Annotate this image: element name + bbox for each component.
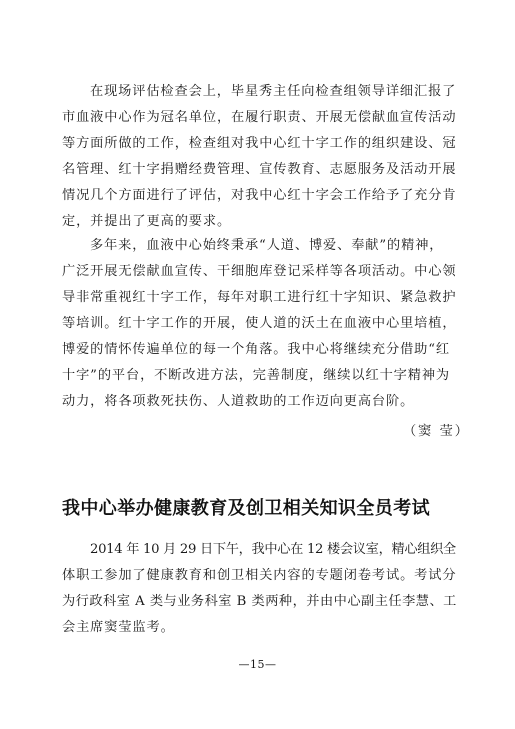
paragraph-line: 名管理、红十字捐赠经费管理、宣传教育、志愿服务及活动开展 [62,162,457,177]
author-signature: （窦 莹） [403,424,470,439]
paragraph-line: 导非常重视红十字工作，每年对职工进行红十字知识、紧急救护 [62,290,457,305]
paragraph-line: 2014 年 10 月 29 日下午，我中心在 12 楼会议室，精心组织全 [90,542,456,557]
paragraph-line: 为行政科室 A 类与业务科室 B 类两种，并由中心副主任李慧、工 [62,594,457,609]
paragraph-line: 等方面所做的工作，检查组对我中心红十字工作的组织建设、冠 [62,136,457,151]
paragraph-line: 会主席窦莹监考。 [62,620,175,635]
paragraph-line: 动力，将各项救死扶伤、人道救助的工作迈向更高台阶。 [62,394,415,409]
paragraph-line: 情况几个方面进行了评估，对我中心红十字会工作给予了充分肯 [62,188,457,203]
article-title: 我中心举办健康教育及创卫相关知识全员考试 [62,498,430,519]
page-number: —15— [238,658,277,671]
paragraph-line: 市血液中心作为冠名单位，在履行职责、开展无偿献血宣传活动 [62,110,457,125]
paragraph-line: 体职工参加了健康教育和创卫相关内容的专题闭卷考试。考试分 [62,568,457,583]
paragraph-line: 广泛开展无偿献血宣传、干细胞库登记采样等各项活动。中心领 [62,264,457,279]
paragraph-line: 在现场评估检查会上，毕星秀主任向检查组领导详细汇报了 [90,84,457,99]
paragraph-line: 定，并提出了更高的要求。 [62,214,232,229]
paragraph-line: 十字”的平台，不断改进方法，完善制度，继续以红十字精神为 [62,368,451,383]
paragraph-line: 多年来，血液中心始终秉承“人道、博爱、奉献”的精神， [90,238,444,253]
paragraph-line: 博爱的情怀传遍单位的每一个角落。我中心将继续充分借助“红 [62,342,451,357]
paragraph-line: 等培训。红十字工作的开展，使人道的沃土在血液中心里培植， [62,316,457,331]
